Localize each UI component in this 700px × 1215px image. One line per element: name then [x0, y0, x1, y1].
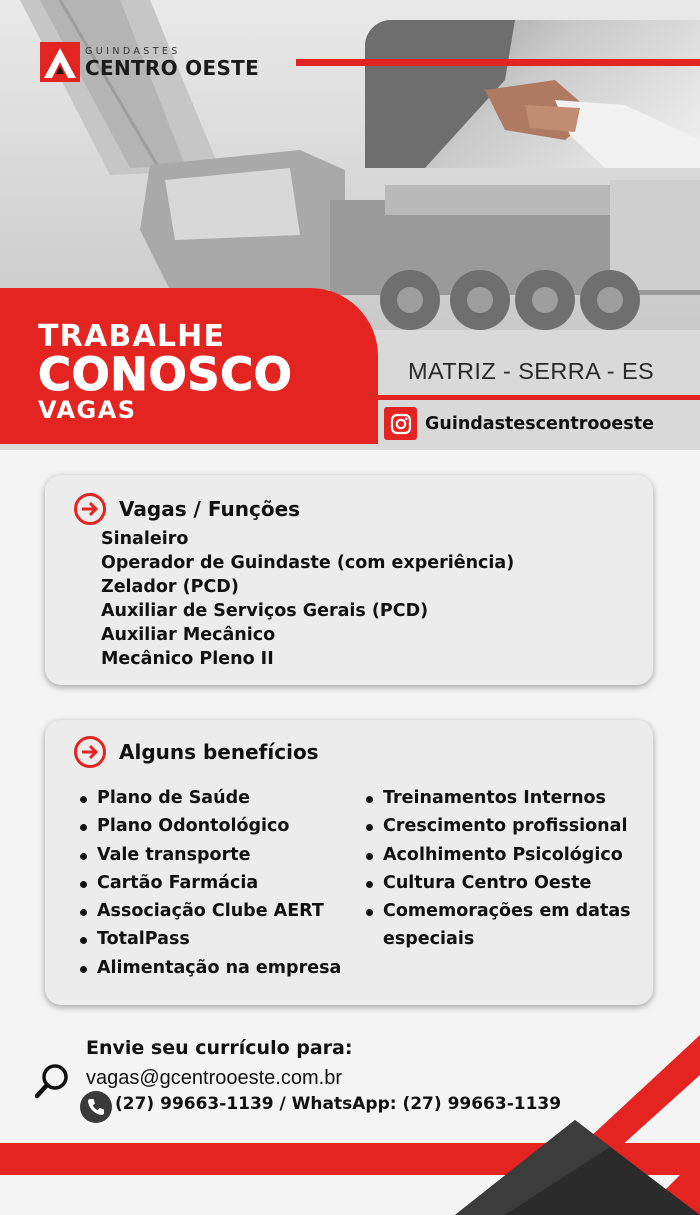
benefit-item: Plano Odontológico [77, 812, 341, 840]
location-accent-line [378, 395, 700, 400]
instagram-link[interactable] [384, 407, 654, 440]
title-line-1: TRABALHE [38, 319, 226, 354]
instagram-handle: Guindastescentrooeste [425, 413, 654, 434]
benefits-card-title: Alguns benefícios [119, 740, 319, 764]
benefit-item: Acolhimento Psicológico [363, 841, 653, 869]
benefit-item: Comemorações em datas especiais [363, 897, 653, 954]
logo-big-text: CENTRO OESTE [85, 55, 260, 80]
logo-small-text: GUINDASTES [85, 45, 181, 57]
benefit-item: Associação Clube AERT [77, 897, 341, 925]
job-item: Auxiliar de Serviços Gerais (PCD) [101, 601, 429, 621]
handshake-photo [365, 20, 700, 168]
benefit-item: Plano de Saúde [77, 784, 341, 812]
benefit-item: Cultura Centro Oeste [363, 869, 653, 897]
phone-icon [80, 1091, 112, 1123]
job-item: Auxiliar Mecânico [101, 625, 276, 645]
brand-logo [40, 42, 259, 82]
benefit-item: Cartão Farmácia [77, 869, 341, 897]
title-line-2: CONOSCO [38, 348, 293, 401]
jobs-card-header [73, 492, 300, 526]
benefits-card [45, 720, 653, 1005]
job-item: Operador de Guindaste (com experiência) [101, 553, 515, 573]
benefits-list-right [363, 784, 653, 954]
benefit-item: TotalPass [77, 925, 341, 953]
benefit-item: Treinamentos Internos [363, 784, 653, 812]
jobs-list [101, 527, 514, 671]
benefit-item: Crescimento profissional [363, 812, 653, 840]
title-line-3: VAGAS [38, 396, 137, 424]
arrow-right-circle-icon [73, 492, 107, 526]
benefits-card-header [73, 735, 319, 769]
jobs-card-title: Vagas / Funções [119, 497, 301, 521]
benefit-item: Vale transporte [77, 841, 341, 869]
instagram-icon [384, 407, 417, 440]
logo-mark-icon [40, 42, 80, 82]
search-icon [33, 1062, 71, 1100]
contact-email[interactable]: vagas@gcentrooeste.com.br [86, 1067, 342, 1089]
benefits-list-left [77, 784, 341, 982]
contact-heading: Envie seu currículo para: [86, 1037, 353, 1059]
location-text: MATRIZ - SERRA - ES [408, 358, 655, 384]
job-item: Zelador (PCD) [101, 577, 239, 597]
benefit-item: Alimentação na empresa [77, 954, 341, 982]
jobs-card [45, 475, 653, 685]
hero-title-block [0, 288, 378, 444]
arrow-right-circle-icon [73, 735, 107, 769]
accent-line [296, 59, 700, 66]
job-item: Sinaleiro [101, 529, 189, 549]
contact-phone[interactable]: (27) 99663-1139 / WhatsApp: (27) 99663-1139 [115, 1094, 562, 1114]
job-item: Mecânico Pleno II [101, 649, 274, 669]
